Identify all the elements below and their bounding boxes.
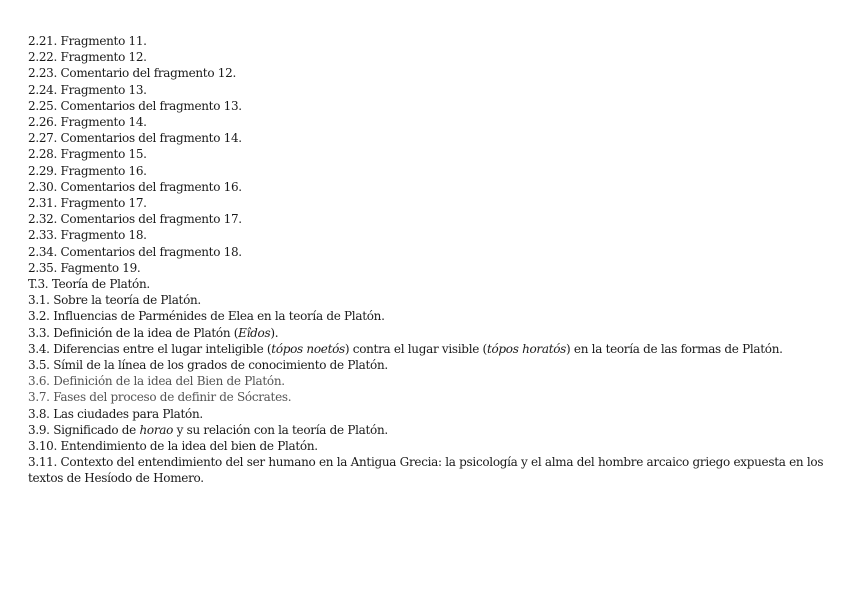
toc-entry-text: 2.23. Comentario del fragmento 12. xyxy=(28,66,236,81)
toc-entry xyxy=(28,227,828,243)
toc-entry-text: ) en la teoría de las formas de Platón. xyxy=(566,341,783,356)
toc-entry xyxy=(28,357,828,373)
toc-entry xyxy=(28,389,828,405)
toc-entry-text: 3.8. Las ciudades para Platón. xyxy=(28,406,203,421)
toc-entry xyxy=(28,65,828,81)
toc-entry xyxy=(28,82,828,98)
toc-entry xyxy=(28,341,828,357)
toc-entry xyxy=(28,146,828,162)
toc-entry-text: 2.34. Comentarios del fragmento 18. xyxy=(28,244,242,259)
toc-entry-text: 3.6. Definición de la idea del Bien de Platón. xyxy=(28,374,285,389)
toc-entry-text: 2.25. Comentarios del fragmento 13. xyxy=(28,98,242,113)
toc-entry xyxy=(28,114,828,130)
toc-entry-italic-text: tópos horatós xyxy=(486,341,567,356)
table-of-contents xyxy=(28,33,828,487)
toc-entry-text: 2.30. Comentarios del fragmento 16. xyxy=(28,179,242,194)
toc-entry xyxy=(28,33,828,49)
toc-entry xyxy=(28,130,828,146)
toc-entry xyxy=(28,98,828,114)
toc-entry-text: 2.26. Fragmento 14. xyxy=(28,115,147,130)
toc-entry-text: 3.10. Entendimiento de la idea del bien de Platón. xyxy=(28,439,318,454)
toc-entry xyxy=(28,49,828,65)
toc-entry-text: 2.27. Comentarios del fragmento 14. xyxy=(28,131,242,146)
toc-entry-text: 2.21. Fragmento 11. xyxy=(28,34,147,48)
toc-entry xyxy=(28,325,828,341)
toc-entry-text: ) contra el lugar visible ( xyxy=(344,341,487,356)
toc-entry-italic-text: horao xyxy=(139,422,174,437)
toc-entry xyxy=(28,244,828,260)
toc-entry-text: 3.9. Significado de xyxy=(28,422,140,437)
toc-entry xyxy=(28,179,828,195)
toc-entry-italic-text: tópos noetós xyxy=(271,341,345,356)
toc-entry-italic-text: Eîdos xyxy=(238,325,271,340)
toc-entry-text: 3.11. Contexto del entendimiento del ser humano en la Antigua Grecia: la psicología y el alma del hombre arcaico griego expuesta en los textos de Hesíodo de Homero. xyxy=(28,455,824,486)
toc-entry-text: 3.4. Diferencias entre el lugar inteligible ( xyxy=(28,341,272,356)
toc-entry xyxy=(28,195,828,211)
toc-entry-text: 2.32. Comentarios del fragmento 17. xyxy=(28,212,242,227)
toc-entry xyxy=(28,406,828,422)
toc-entry xyxy=(28,454,828,486)
toc-entry xyxy=(28,211,828,227)
toc-entry-text: 2.24. Fragmento 13. xyxy=(28,82,147,97)
toc-entry xyxy=(28,422,828,438)
toc-entry-text: 3.7. Fases del proceso de definir de Sócrates. xyxy=(28,390,292,405)
toc-entry-text: 3.5. Símil de la línea de los grados de conocimiento de Platón. xyxy=(28,358,388,373)
toc-entry-text: 2.33. Fragmento 18. xyxy=(28,228,147,243)
toc-entry-text: 3.1. Sobre la teoría de Platón. xyxy=(28,293,201,308)
toc-entry-text: T.3. Teoría de Platón. xyxy=(28,277,150,292)
toc-entry xyxy=(28,438,828,454)
toc-entry-text: 3.3. Definición de la idea de Platón ( xyxy=(28,325,239,340)
toc-entry xyxy=(28,308,828,324)
toc-entry-text: 3.2. Influencias de Parménides de Elea en la teoría de Platón. xyxy=(28,309,385,324)
toc-entry xyxy=(28,276,828,292)
toc-entry-text: 2.35. Fagmento 19. xyxy=(28,260,141,275)
toc-entry-text: 2.31. Fragmento 17. xyxy=(28,196,147,211)
toc-entry-text: 2.28. Fragmento 15. xyxy=(28,147,147,162)
toc-entry-text: y su relación con la teoría de Platón. xyxy=(173,422,388,437)
toc-entry xyxy=(28,373,828,389)
toc-entry xyxy=(28,163,828,179)
toc-entry xyxy=(28,260,828,276)
toc-entry-text: 2.29. Fragmento 16. xyxy=(28,163,147,178)
toc-entry-text: 2.22. Fragmento 12. xyxy=(28,50,147,65)
toc-entry-text: ). xyxy=(270,325,279,340)
toc-entry xyxy=(28,292,828,308)
